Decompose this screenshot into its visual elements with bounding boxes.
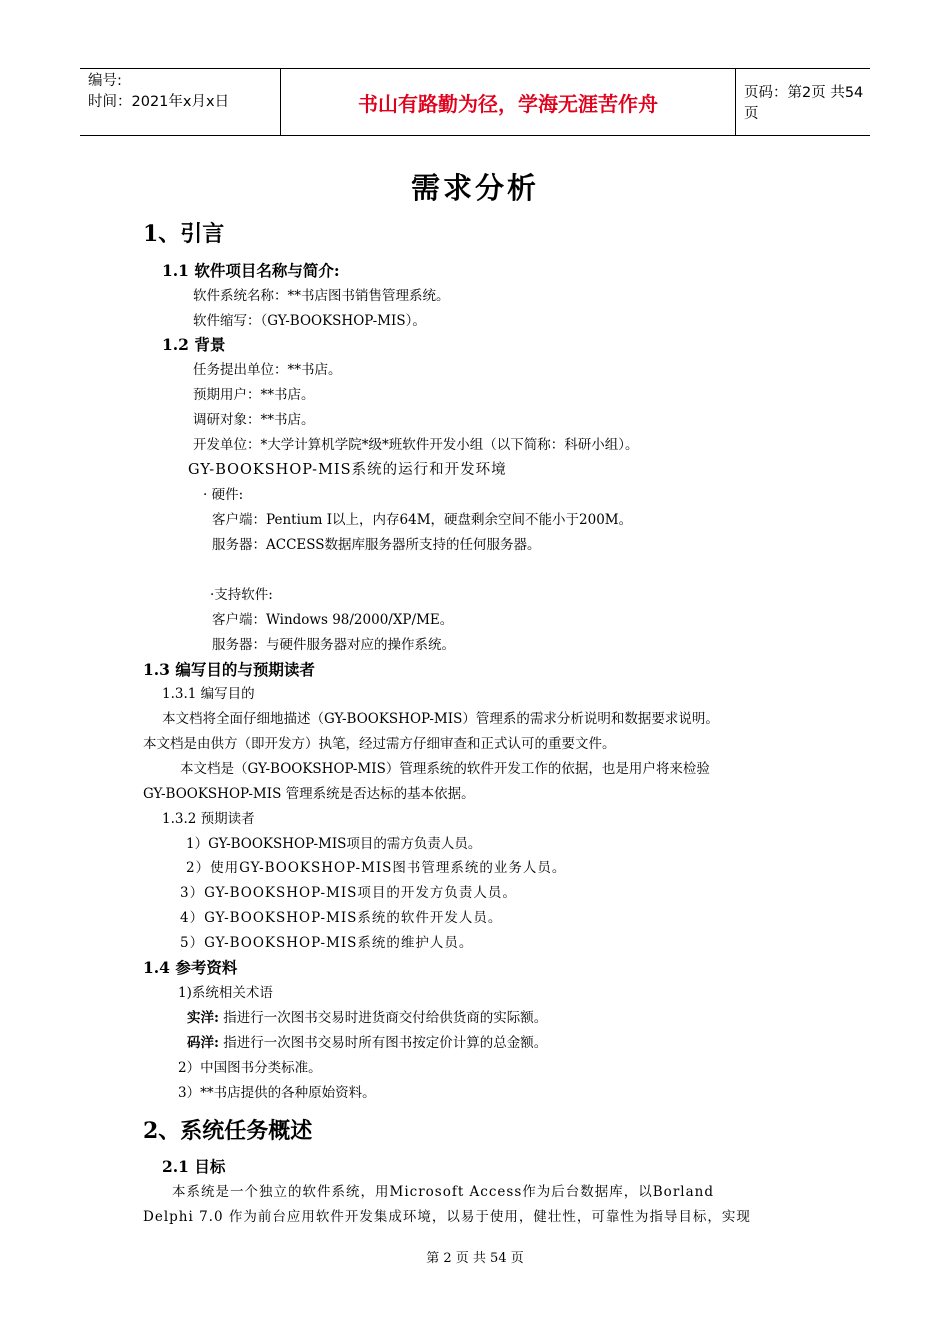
- text-line: 1.3.2 预期读者: [162, 811, 255, 827]
- text-line: 2）中国图书分类标准。: [178, 1060, 322, 1076]
- section-heading: 1、引言: [143, 221, 225, 247]
- text-line: 客户端：Pentium Ⅰ以上，内存64M，硬盘剩余空间不能小于200M。: [212, 512, 633, 528]
- text-line: 本文档是（GY-BOOKSHOP-MIS）管理系统的软件开发工作的依据，也是用户将来检验: [180, 761, 710, 777]
- header-meta: [80, 69, 281, 135]
- subsection-heading: 1.4 参考资料: [143, 958, 238, 977]
- text-line: 1)系统相关术语: [178, 985, 273, 1001]
- time-label: 时间：2021年x月x日: [88, 94, 230, 110]
- subsection-heading: 1.2 背景: [162, 335, 226, 354]
- header-page-label: 页码：第2页 共54页: [744, 85, 864, 122]
- number-label: 编号:: [88, 73, 122, 89]
- list-item: 2）使用GY-BOOKSHOP-MIS图书管理系统的业务人员。: [186, 860, 567, 876]
- list-item: 5）GY-BOOKSHOP-MIS系统的维护人员。: [180, 935, 474, 951]
- text-line: GY-BOOKSHOP-MIS 管理系统是否达标的基本依据。: [143, 786, 475, 802]
- list-item: 3）GY-BOOKSHOP-MIS项目的开发方负责人员。: [180, 885, 517, 901]
- term-label: 码洋:: [187, 1035, 219, 1051]
- text-line: · 硬件:: [203, 487, 244, 503]
- term-definition: 指进行一次图书交易时进货商交付给供货商的实际额。: [223, 1010, 548, 1026]
- text-line: 软件缩写：（GY-BOOKSHOP-MIS）。: [193, 313, 426, 329]
- page-header: [80, 68, 870, 136]
- text-line: 本系统是一个独立的软件系统，用Microsoft Access作为后台数据库，以Borland: [172, 1184, 714, 1200]
- text-line: ·支持软件:: [210, 587, 273, 603]
- page-footer: 第 2 页 共 54 页: [426, 1251, 524, 1266]
- section-heading: 2、系统任务概述: [143, 1118, 313, 1144]
- text-line: Delphi 7.0 作为前台应用软件开发集成环境，以易于使用，健壮性，可靠性为指导目标，实现: [143, 1209, 751, 1225]
- text-line: 3）**书店提供的各种原始资料。: [178, 1085, 376, 1101]
- term-definition: 指进行一次图书交易时所有图书按定价计算的总金额。: [223, 1035, 548, 1051]
- subsection-heading: 1.1 软件项目名称与简介:: [162, 261, 340, 280]
- header-motto: 书山有路勤为径，学海无涯苦作舟: [281, 69, 736, 135]
- text-line: 客户端：Windows 98/2000/XP/ME。: [212, 612, 454, 628]
- list-item: 4）GY-BOOKSHOP-MIS系统的软件开发人员。: [180, 910, 503, 926]
- page-title: 需求分析: [410, 171, 539, 205]
- text-line: 服务器：ACCESS数据库服务器所支持的任何服务器。: [212, 537, 541, 553]
- text-line: 服务器：与硬件服务器对应的操作系统。: [212, 637, 455, 653]
- term-line: [187, 1008, 547, 1028]
- list-item: 1）GY-BOOKSHOP-MIS项目的需方负责人员。: [186, 836, 482, 852]
- text-line: 本文档将全面仔细地描述（GY-BOOKSHOP-MIS）管理系的需求分析说明和数据要求说明。: [162, 711, 719, 727]
- text-line: 软件系统名称：**书店图书销售管理系统。: [193, 288, 450, 304]
- text-line: 调研对象：**书店。: [193, 412, 315, 428]
- text-line: 本文档是由供方（即开发方）执笔，经过需方仔细审查和正式认可的重要文件。: [143, 736, 616, 752]
- text-line: 任务提出单位：**书店。: [193, 362, 342, 378]
- text-line: 1.3.1 编写目的: [162, 686, 255, 702]
- text-line: 开发单位：*大学计算机学院*级*班软件开发小组（以下简称：科研小组）。: [193, 437, 639, 453]
- subsection-heading: 2.1 目标: [162, 1157, 226, 1176]
- term-line: [187, 1033, 547, 1053]
- text-line: 预期用户：**书店。: [193, 387, 315, 403]
- term-label: 实洋:: [187, 1010, 219, 1026]
- text-line: GY-BOOKSHOP-MIS系统的运行和开发环境: [188, 462, 507, 478]
- subsection-heading: 1.3 编写目的与预期读者: [143, 660, 315, 679]
